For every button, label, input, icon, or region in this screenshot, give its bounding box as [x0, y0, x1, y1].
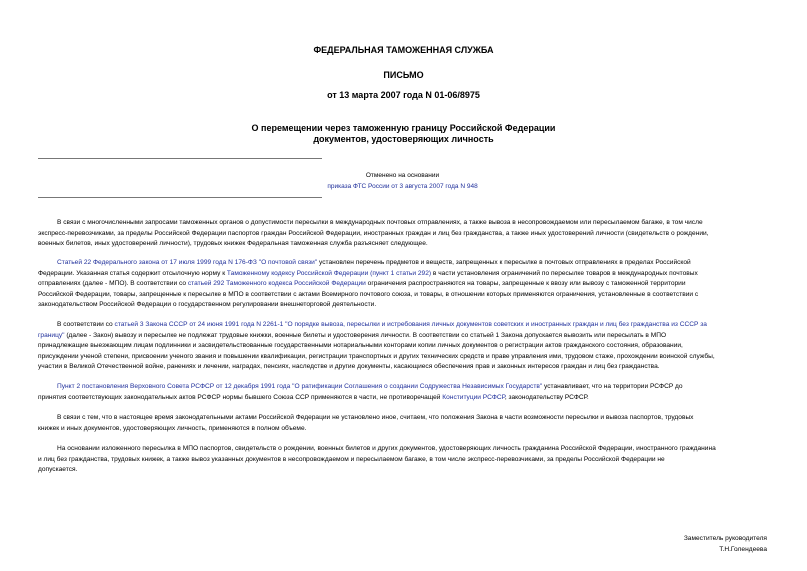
- divider-bottom: [38, 197, 322, 198]
- paragraph-2-text: в части установления ограничений по пересылке товаров в международных почтовых: [431, 269, 698, 277]
- paragraph-3-text: В соответствии со: [57, 321, 115, 328]
- paragraph-2-text: отправлениях (далее - МПО). В соответствии со: [38, 280, 188, 288]
- paragraph-2-text: установлен перечень предметов и веществ, запрещенных к пересылке в почтовых отправлениях в пределах Российской: [317, 259, 691, 266]
- paragraph-5: [38, 413, 767, 434]
- paragraph-6: [38, 444, 767, 476]
- paragraph-6-line-3: допускается.: [38, 466, 78, 474]
- paragraph-1: [38, 218, 767, 250]
- customs-code-article-292-link[interactable]: статьей 292 Таможенного кодекса Российской Федерации: [187, 280, 366, 288]
- paragraph-5-line-2: книжек и иных документов, удостоверяющих личность, применяются в полном объеме.: [38, 424, 307, 432]
- supreme-council-resolution-link[interactable]: Пункт 2 постановления Верховного Совета РСФСР от 12 декабря 1991 года "О ратификации Соглашения о создании Содружества Независимых Государств": [57, 383, 543, 390]
- cancelled-order-link[interactable]: приказа ФТС России от 3 августа 2007 года N 948: [327, 183, 478, 190]
- paragraph-4: [38, 382, 767, 403]
- paragraph-3-text: (далее - Закон) вывозу и пересылке не подлежат трудовые книжки, военные билеты и удостоверения личности. В соответствии со статьей 1 Закона допускается вывозить или пересылать в МПО: [64, 331, 667, 339]
- paragraph-3-line-4: присуждении ученой степени, присвоении ученого звания и повышении квалификации, регистрации транспортных и других технических средств и праве управления ими, трудовом стаже, прохождении воинской службы,: [38, 352, 715, 360]
- paragraph-3-line-5: участии в Великой Отечественной войне, ранениях и лечении, наградах, пенсиях, наследстве и другие документы, касающиеся обеспечения прав и законных интересов граждан и лиц без гражданства.: [38, 363, 660, 371]
- customs-code-link[interactable]: Таможенному кодексу Российской Федерации (пункт 1 статьи 292): [226, 269, 432, 277]
- paragraph-3-line-3: принадлежащие выезжающим лицам подлинники и засвидетельствованные государственными нотариальными конторами копии личных документов о регистрации актов гражданского состояния, образовании,: [38, 342, 683, 350]
- paragraph-2-text: ограничения распространяются на товары, запрещенные к ввозу или вывозу с таможенной территории: [365, 280, 686, 288]
- rsfsr-constitution-link[interactable]: Конституции РСФСР: [442, 393, 505, 401]
- ussr-law-2261-1-link[interactable]: статьей 3 Закона СССР от 24 июня 1991 года N 2261-1 "О порядке вывоза, пересылки и истребования личных документов советских и иностранных граждан и лиц без гражданства из СССР за: [114, 321, 707, 328]
- agency-name: ФЕДЕРАЛЬНАЯ ТАМОЖЕННАЯ СЛУЖБА: [313, 45, 494, 55]
- divider-top: [38, 158, 322, 159]
- cancelled-label: Отменено на основании: [365, 172, 440, 179]
- signatory-position: Заместитель руководителя: [683, 535, 767, 542]
- document-title-line-2: документов, удостоверяющих личность: [313, 134, 494, 144]
- law-176-fz-link[interactable]: Статьей 22 Федерального закона от 17 июля 1999 года N 176-ФЗ "О почтовой связи": [57, 259, 318, 266]
- paragraph-3: [38, 320, 767, 373]
- paragraph-6-line-2: и лиц без гражданства, трудовых книжек, а также вывоз указанных документов в несопровождаемом и пересылаемом багаже, в том числе экспресс-перевозчиками, за пределы Российской Федерации не: [38, 455, 665, 463]
- document-date-number: от 13 марта 2007 года N 01-06/8975: [327, 90, 480, 100]
- ussr-law-2261-1-link-end[interactable]: границу": [38, 331, 65, 339]
- paragraph-1-line-1: В связи с многочисленными запросами таможенных органов о допустимости пересылки в международных почтовых отправлениях, а также вывоза в несопровождаемом или пересылаемом багаже, в том числе: [57, 219, 703, 226]
- paragraph-1-line-2: экспресс-перевозчиками, за пределы Российской Федерации паспортов граждан Российской Федерации, иностранных граждан и лиц без гражданства, а также иных удостоверений личности (свидетельств о рождении,: [38, 229, 709, 237]
- paragraph-4-text: принятия соответствующих законодательных актов РСФСР нормы бывшего Союза ССР применяются в части, не противоречащей: [38, 393, 443, 401]
- signatory-name: Т.Н.Голендеева: [719, 546, 767, 553]
- document-type: ПИСЬМО: [383, 70, 424, 80]
- paragraph-2: [38, 258, 767, 311]
- paragraph-1-line-3: военных билетов, иных удостоверений личности), трудовых книжек Федеральная таможенная служба разъясняет следующее.: [38, 240, 428, 248]
- document-title-line-1: О перемещении через таможенную границу Российской Федерации: [251, 123, 556, 133]
- paragraph-4-text: , законодательству РСФСР.: [504, 393, 589, 401]
- paragraph-4-text: устанавливает, что на территории РСФСР до: [542, 383, 683, 390]
- paragraph-6-line-1: На основании изложенного пересылка в МПО паспортов, свидетельств о рождении, военных билетов и других документов, удостоверяющих личность гражданина Российской Федерации, иностранного гражданина: [57, 445, 716, 452]
- paragraph-5-line-1: В связи с тем, что в настоящее время законодательными актами Российской Федерации не установлено иное, считаем, что положения Закона в части возможности пересылки и вывоза паспортов, трудовых: [57, 414, 694, 421]
- paragraph-2-line-5: законодательством Российской Федерации о государственном регулировании внешнеторговой деятельности.: [38, 301, 377, 309]
- paragraph-2-text: Федерации. Указанная статья содержит отсылочную норму к: [38, 269, 227, 277]
- paragraph-2-line-4: Российской Федерации, товары, запрещенные к пересылке в МПО в соответствии с актами Всемирного почтового союза, и товары, в отношении которых применяются ограничения, установленные в соответствии с: [38, 290, 699, 298]
